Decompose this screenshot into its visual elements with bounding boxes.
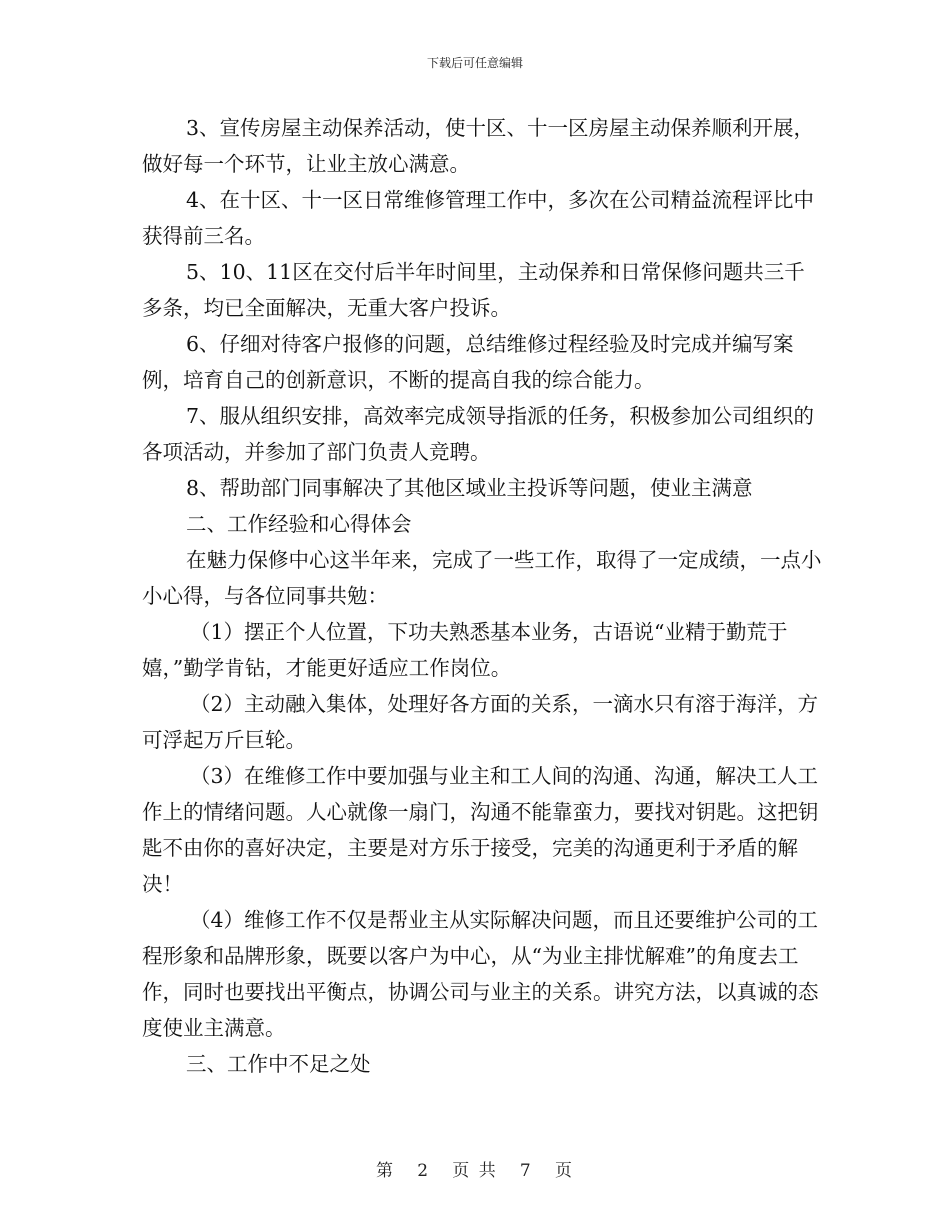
footer-suffix: 页 bbox=[554, 1161, 574, 1181]
paragraph: （1）摆正个人位置，下功夫熟悉基本业务，古语说“业精于勤荒于嬉，”勤学肯钻，才能更好适应工作岗位。 bbox=[142, 620, 788, 680]
paragraph: 8、帮助部门同事解决了其他区域业主投诉等问题，使业主满意 bbox=[186, 476, 753, 500]
paragraph: 7、服从组织安排，高效率完成领导指派的任务，积极参加公司组织的各项活动，并参加了部门负责人竞聘。 bbox=[142, 404, 815, 464]
paragraph: 3、宣传房屋主动保养活动，使十区、十一区房屋主动保养顺利开展，做好每一个环节，让业主放心满意。 bbox=[142, 116, 815, 176]
page-header bbox=[0, 54, 950, 71]
page-footer bbox=[0, 1156, 950, 1181]
paragraph: （3）在维修工作中要加强与业主和工人间的沟通、沟通，解决工人工作上的情绪问题。人心就像一扇门，沟通不能靠蛮力，要找对钥匙。这把钥匙不由你的喜好决定，主要是对方乐于接受，完美的沟通更利于矛盾的解决！ bbox=[142, 764, 819, 896]
footer-page-number: 2 bbox=[417, 1161, 431, 1181]
section-heading: 二、工作经验和心得体会 bbox=[186, 512, 412, 536]
section-heading: 三、工作中不足之处 bbox=[186, 1052, 371, 1076]
paragraph: （4）维修工作不仅是帮业主从实际解决问题，而且还要维护公司的工程形象和品牌形象，既要以客户为中心，从“为业主排忧解难”的角度去工作，同时也要找出平衡点，协调公司与业主的关系。讲究方法，以真诚的态度使业主满意。 bbox=[142, 908, 819, 1040]
paragraph: （2）主动融入集体，处理好各方面的关系，一滴水只有溶于海洋，方可浮起万斤巨轮。 bbox=[142, 692, 819, 752]
paragraph: 5、10、11区在交付后半年时间里，主动保养和日常保修问题共三千多条，均已全面解决，无重大客户投诉。 bbox=[142, 260, 805, 320]
footer-prefix: 第 bbox=[376, 1161, 396, 1181]
paragraph: 4、在十区、十一区日常维修管理工作中，多次在公司精益流程评比中获得前三名。 bbox=[142, 188, 815, 248]
footer-total-pages: 7 bbox=[519, 1161, 533, 1181]
header-text: 下载后可任意编辑 bbox=[426, 56, 523, 70]
paragraph: 6、仔细对待客户报修的问题，总结维修过程经验及时完成并编写案例，培育自己的创新意识，不断的提高自我的综合能力。 bbox=[142, 332, 794, 392]
document-body bbox=[142, 110, 822, 1082]
paragraph: 在魅力保修中心这半年来，完成了一些工作，取得了一定成绩，一点小小心得，与各位同事共勉： bbox=[142, 548, 822, 608]
footer-middle: 页 共 bbox=[452, 1161, 498, 1181]
